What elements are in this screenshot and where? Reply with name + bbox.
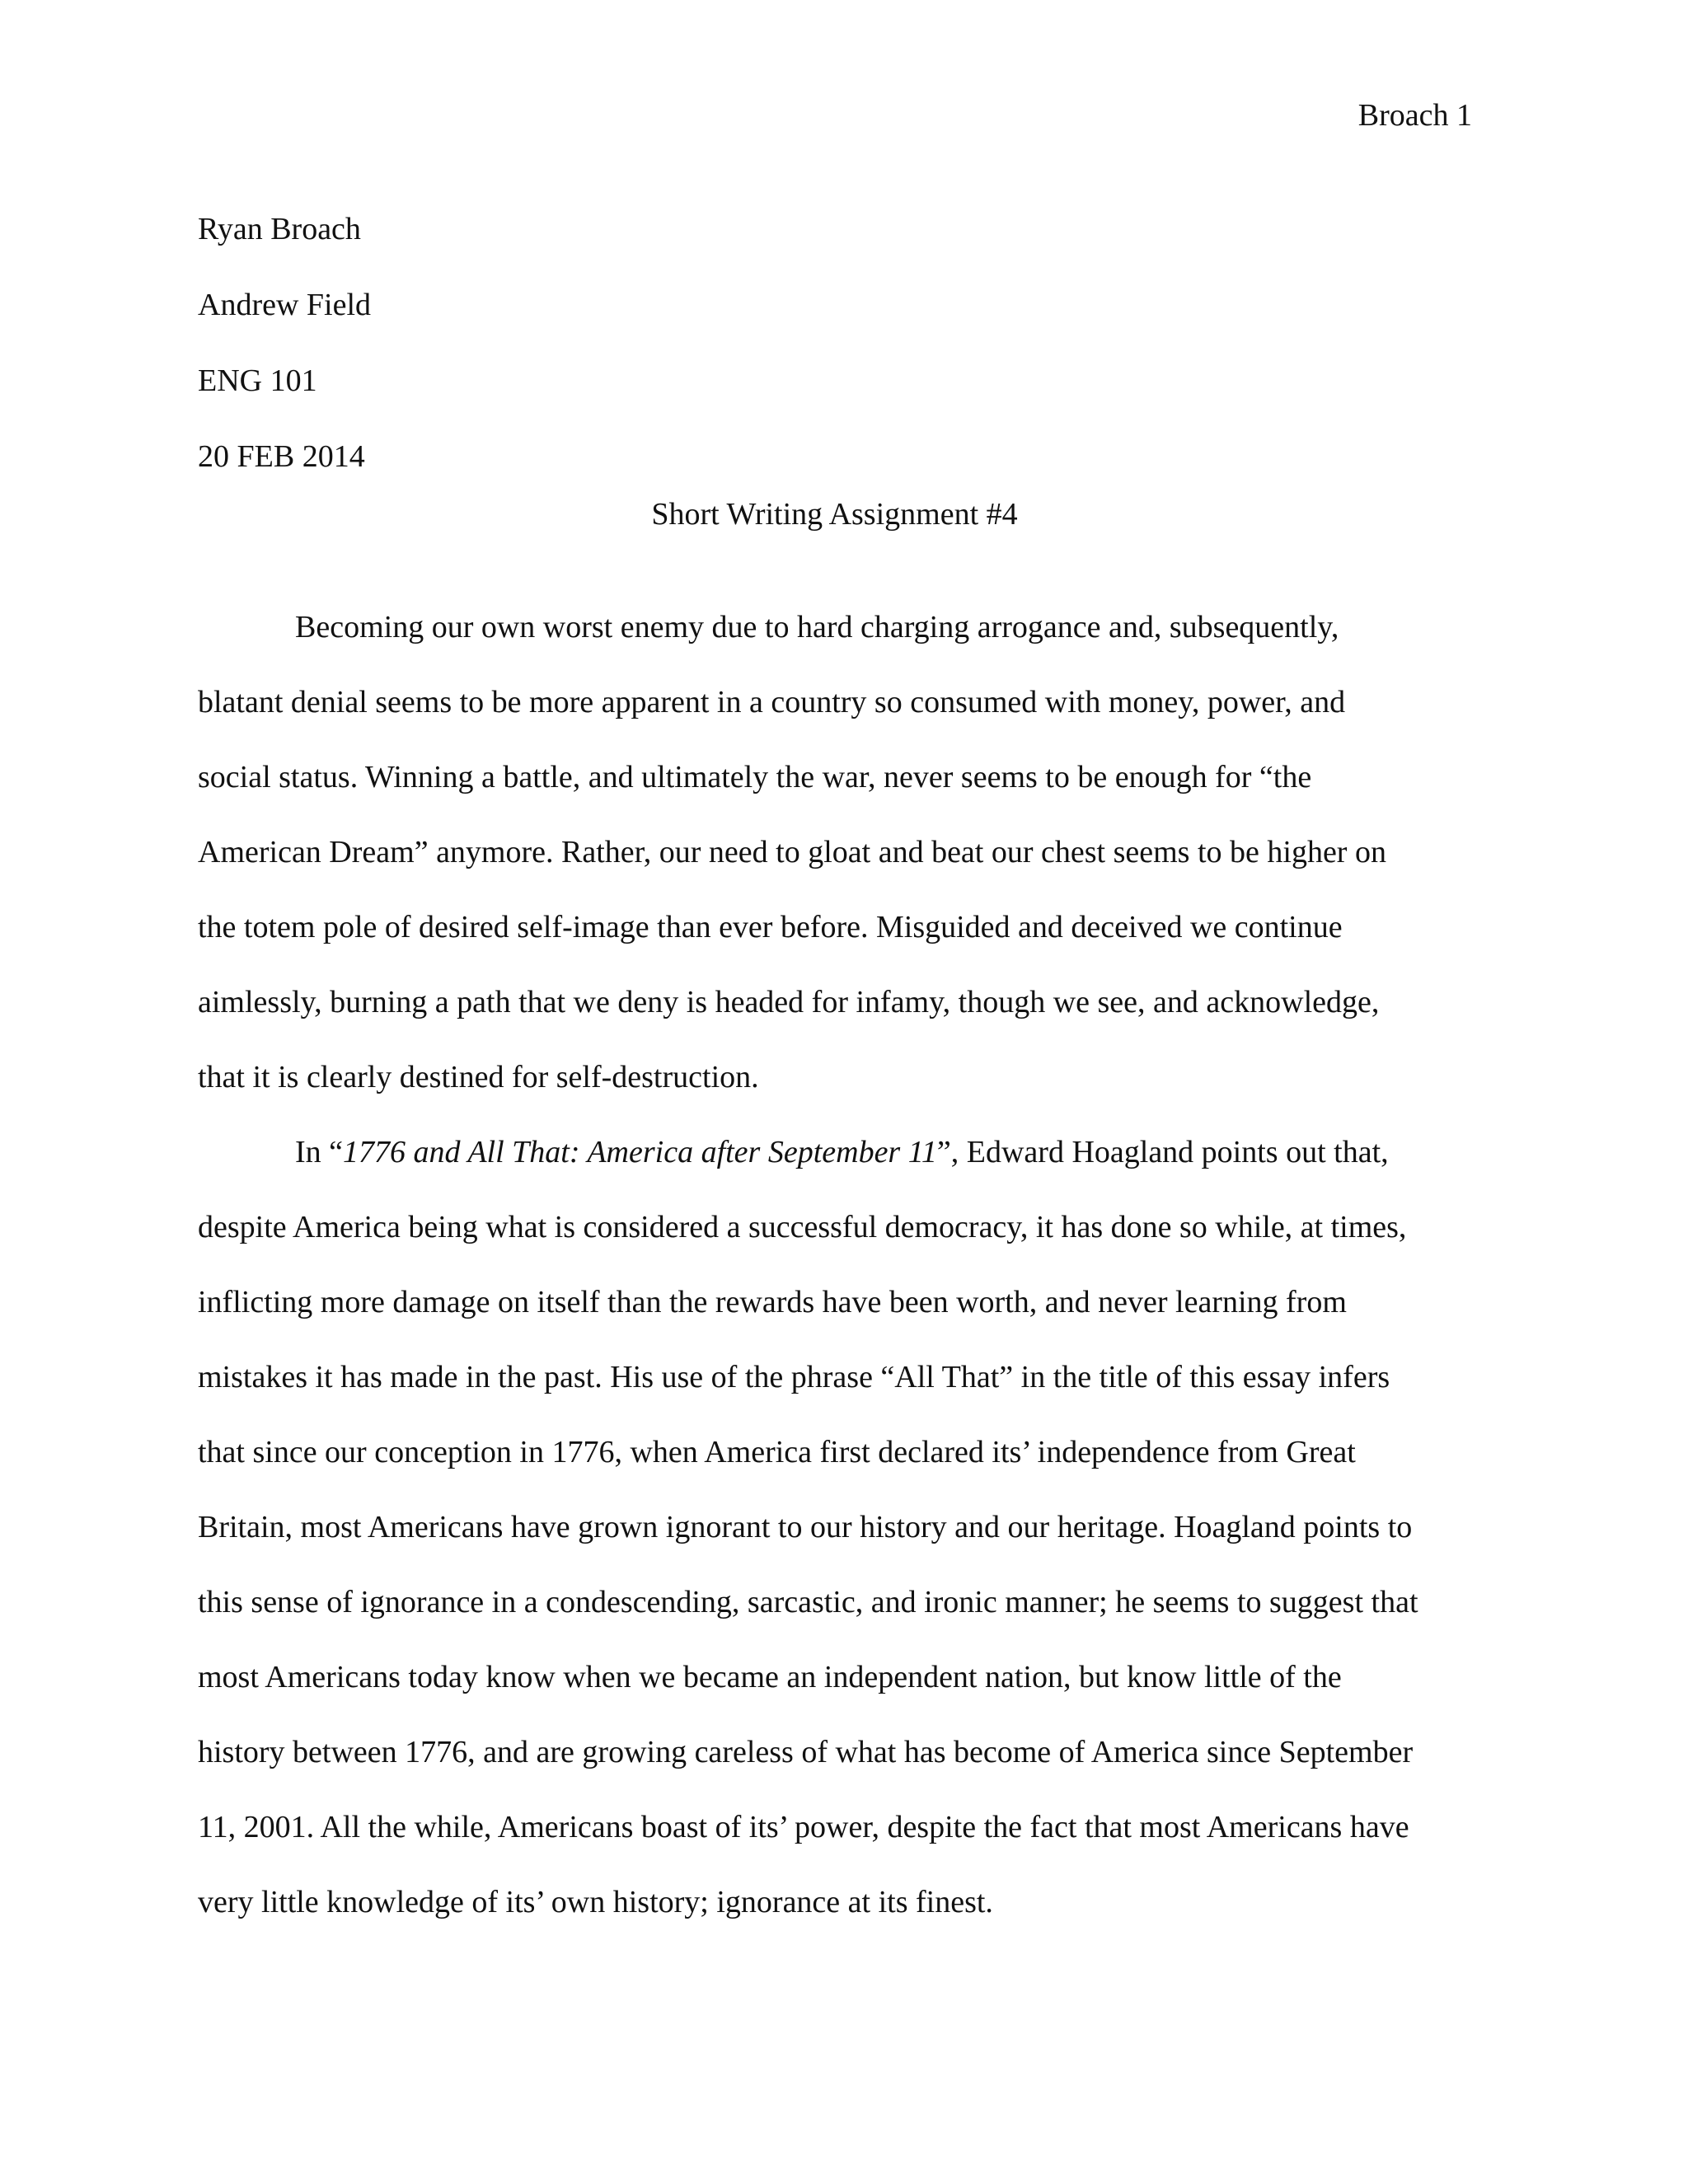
essay-title: 1776 and All That: America after September 11: [343, 1135, 937, 1169]
paragraph-2-suffix: ”, Edward Hoagland points out that,: [936, 1135, 1389, 1169]
paragraph-2-line-2: despite America being what is considered a successful democracy, it has done so while, at times,: [198, 1210, 1407, 1244]
paragraph-1-line-6: aimlessly, burning a path that we deny is headed for infamy, though we see, and acknowledge,: [198, 985, 1380, 1019]
author-name: Ryan Broach: [198, 212, 361, 246]
document-title: Short Writing Assignment #4: [651, 497, 1018, 532]
paragraph-1-line-5: the totem pole of desired self-image than ever before. Misguided and deceived we continue: [198, 910, 1343, 944]
paragraph-2-line-10: 11, 2001. All the while, Americans boast of its’ power, despite the fact that most Americans have: [198, 1810, 1409, 1844]
paragraph-2-line-11: very little knowledge of its’ own history; ignorance at its finest.: [198, 1885, 993, 1919]
course-name: ENG 101: [198, 363, 317, 398]
paragraph-2-line-5: that since our conception in 1776, when America first declared its’ independence from Great: [198, 1435, 1356, 1469]
paragraph-2-line-6: Britain, most Americans have grown ignorant to our history and our heritage. Hoagland points to: [198, 1510, 1413, 1544]
paragraph-2-line-7: this sense of ignorance in a condescending, sarcastic, and ironic manner; he seems to suggest that: [198, 1585, 1418, 1619]
paragraph-1-line-7: that it is clearly destined for self-destruction.: [198, 1060, 759, 1094]
assignment-date: 20 FEB 2014: [198, 439, 365, 474]
instructor-name: Andrew Field: [198, 288, 372, 322]
paragraph-2-prefix: In “: [295, 1135, 344, 1169]
heading-block: [198, 191, 371, 494]
running-head: Broach 1: [1357, 98, 1472, 133]
paragraph-2-line-3: inflicting more damage on itself than the rewards have been worth, and never learning from: [198, 1285, 1347, 1319]
paragraph-1-line-4: American Dream” anymore. Rather, our need to gloat and beat our chest seems to be higher on: [198, 835, 1386, 869]
paragraph-2-line-8: most Americans today know when we became an independent nation, but know little of the: [198, 1660, 1342, 1694]
paragraph-1-line-2: blatant denial seems to be more apparent in a country so consumed with money, power, and: [198, 685, 1346, 719]
paragraph-2-line-9: history between 1776, and are growing careless of what has become of America since September: [198, 1735, 1414, 1769]
paragraph-1-line-3: social status. Winning a battle, and ultimately the war, never seems to be enough for “the: [198, 760, 1312, 794]
paragraph-1-line-1: Becoming our own worst enemy due to hard charging arrogance and, subsequently,: [295, 610, 1339, 644]
paragraph-2-line-4: mistakes it has made in the past. His use of the phrase “All That” in the title of this essay infers: [198, 1360, 1390, 1394]
paragraph-2-line-1: [295, 1132, 1389, 1173]
